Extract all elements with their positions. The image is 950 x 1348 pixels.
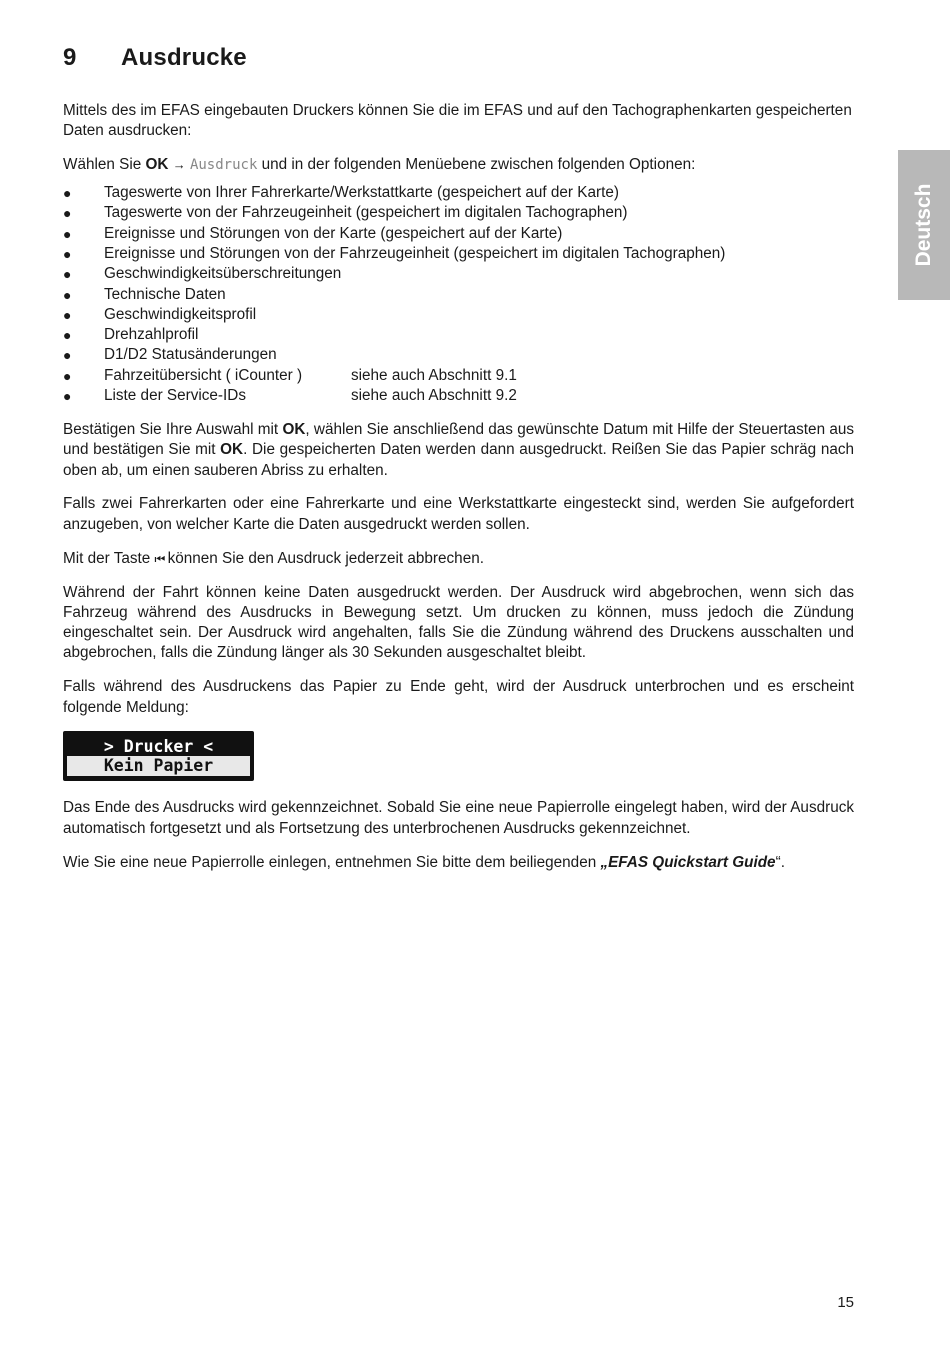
quickstart-prefix: Wie Sie eine neue Papierrolle einlegen, entnehmen Sie bitte dem beiliegenden bbox=[63, 853, 601, 871]
list-item-text: Liste der Service-IDs bbox=[104, 387, 246, 405]
bullet-icon: ● bbox=[63, 306, 72, 323]
quickstart-paragraph bbox=[63, 853, 854, 873]
list-item bbox=[63, 244, 854, 264]
list-item bbox=[63, 305, 854, 325]
bullet-icon: ● bbox=[63, 225, 72, 242]
list-item bbox=[63, 325, 854, 345]
marked-paragraph: Das Ende des Ausdrucks wird gekennzeichnet. Sobald Sie eine neue Papierrolle eingelegt haben, wird der Ausdruck automatisch fortgesetzt und als Fortsetzung des unterbrochenen Ausdrucks gekennzeichnet. bbox=[63, 799, 854, 837]
list-item-text: Tageswerte von Ihrer Fahrerkarte/Werkstattkarte (gespeichert auf der Karte) bbox=[104, 184, 619, 202]
bullet-icon: ● bbox=[63, 367, 72, 384]
bullet-icon: ● bbox=[63, 347, 72, 364]
language-tab-label: Deutsch bbox=[912, 183, 935, 267]
list-item-reference: siehe auch Abschnitt 9.1 bbox=[351, 366, 517, 384]
bullet-icon: ● bbox=[63, 185, 72, 202]
confirm-paragraph bbox=[63, 420, 854, 481]
quote-close: “ bbox=[775, 853, 781, 871]
lcd-display bbox=[63, 731, 254, 781]
list-item-text: Ereignisse und Störungen von der Karte (gespeichert auf der Karte) bbox=[104, 224, 563, 242]
bullet-icon: ● bbox=[63, 266, 72, 283]
intro-paragraph: Mittels des im EFAS eingebauten Druckers können Sie die im EFAS und auf den Tachographenkarten gespeicherten Daten ausdrucken: bbox=[63, 102, 852, 140]
display-line-2: Kein Papier bbox=[67, 756, 250, 776]
skip-back-icon: ⏮ bbox=[154, 551, 164, 566]
page-number: 15 bbox=[837, 1294, 854, 1311]
list-item-text: Geschwindigkeitsprofil bbox=[104, 305, 257, 323]
select-prefix: Wählen Sie bbox=[63, 156, 146, 174]
quickstart-guide-title: EFAS Quickstart Guide bbox=[608, 853, 776, 871]
list-item bbox=[63, 224, 854, 244]
list-item bbox=[63, 264, 854, 284]
options-list bbox=[63, 183, 854, 406]
list-item bbox=[63, 366, 854, 386]
list-item-text: Ereignisse und Störungen von der Fahrzeugeinheit (gespeichert im digitalen Tachographen) bbox=[104, 244, 726, 262]
ok-key: OK bbox=[220, 441, 244, 459]
display-line-1: > Drucker < bbox=[103, 737, 214, 757]
list-item-text: Technische Daten bbox=[104, 285, 226, 303]
list-item-text: Tageswerte von der Fahrzeugeinheit (gespeichert im digitalen Tachographen) bbox=[104, 204, 628, 222]
ok-key: OK bbox=[145, 156, 169, 174]
quickstart-suffix: . bbox=[780, 853, 785, 871]
select-paragraph bbox=[63, 155, 854, 175]
ok-key: OK bbox=[282, 420, 306, 438]
list-item-text: D1/D2 Statusänderungen bbox=[104, 346, 277, 364]
list-item bbox=[63, 203, 854, 223]
list-item-text: Geschwindigkeitsüberschreitungen bbox=[104, 265, 342, 283]
paper-end-paragraph: Falls während des Ausdruckens das Papier zu Ende geht, wird der Ausdruck unterbrochen und es erscheint folgende Meldung: bbox=[63, 678, 854, 716]
arrow-right-icon: → bbox=[172, 157, 186, 173]
bullet-icon: ● bbox=[63, 286, 72, 303]
confirm-text-2: , wählen Sie anschließend das gewünschte Datum mit Hilfe der Steuertasten aus und bestätigen Sie mit bbox=[63, 420, 854, 459]
page-content bbox=[63, 101, 854, 887]
list-item-reference: siehe auch Abschnitt 9.2 bbox=[351, 387, 517, 405]
bullet-icon: ● bbox=[63, 245, 72, 262]
section-heading bbox=[63, 44, 247, 72]
section-title: Ausdrucke bbox=[121, 44, 247, 71]
list-item-text: Drehzahlprofil bbox=[104, 326, 199, 344]
two-cards-paragraph: Falls zwei Fahrerkarten oder eine Fahrerkarte und eine Werkstattkarte eingesteckt sind, werden Sie aufgefordert anzugeben, von welcher Karte die Daten ausgedruckt werden sollen. bbox=[63, 495, 854, 533]
list-item-text: Fahrzeitübersicht ( iCounter ) bbox=[104, 366, 303, 384]
bullet-icon: ● bbox=[63, 327, 72, 344]
confirm-text-1: Bestätigen Sie Ihre Auswahl mit bbox=[63, 420, 283, 438]
list-item bbox=[63, 386, 854, 406]
select-suffix: und in der folgenden Menüebene zwischen folgenden Optionen: bbox=[257, 156, 696, 174]
driving-paragraph: Während der Fahrt können keine Daten ausgedruckt werden. Der Ausdruck wird abgebrochen, wenn sich das Fahrzeug während des Ausdrucks in Bewegung setzt. Um drucken zu können, muss jedoch die Zündung eingeschaltet sein. Der Ausdruck wird angehalten, falls Sie die Zündung während des Druckens ausschalten und abgebrochen, falls die Zündung länger als 30 Sekunden ausgeschaltet bleibt. bbox=[63, 583, 854, 662]
list-item bbox=[63, 345, 854, 365]
list-item bbox=[63, 183, 854, 203]
section-number: 9 bbox=[63, 44, 77, 71]
language-tab bbox=[898, 150, 950, 300]
menu-item-ausdruck: Ausdruck bbox=[189, 157, 258, 174]
cancel-paragraph bbox=[63, 549, 854, 569]
confirm-text-3: . Die gespeicherten Daten werden dann ausgedruckt. Reißen Sie das Papier schräg nach oben ab, um einen sauberen Abriss zu erhalten. bbox=[63, 441, 854, 479]
bullet-icon: ● bbox=[63, 205, 72, 222]
quote-open: „ bbox=[600, 853, 609, 871]
bullet-icon: ● bbox=[63, 388, 72, 405]
cancel-prefix: Mit der Taste bbox=[63, 549, 155, 567]
list-item bbox=[63, 285, 854, 305]
cancel-suffix: können Sie den Ausdruck jederzeit abbrechen. bbox=[163, 549, 484, 567]
